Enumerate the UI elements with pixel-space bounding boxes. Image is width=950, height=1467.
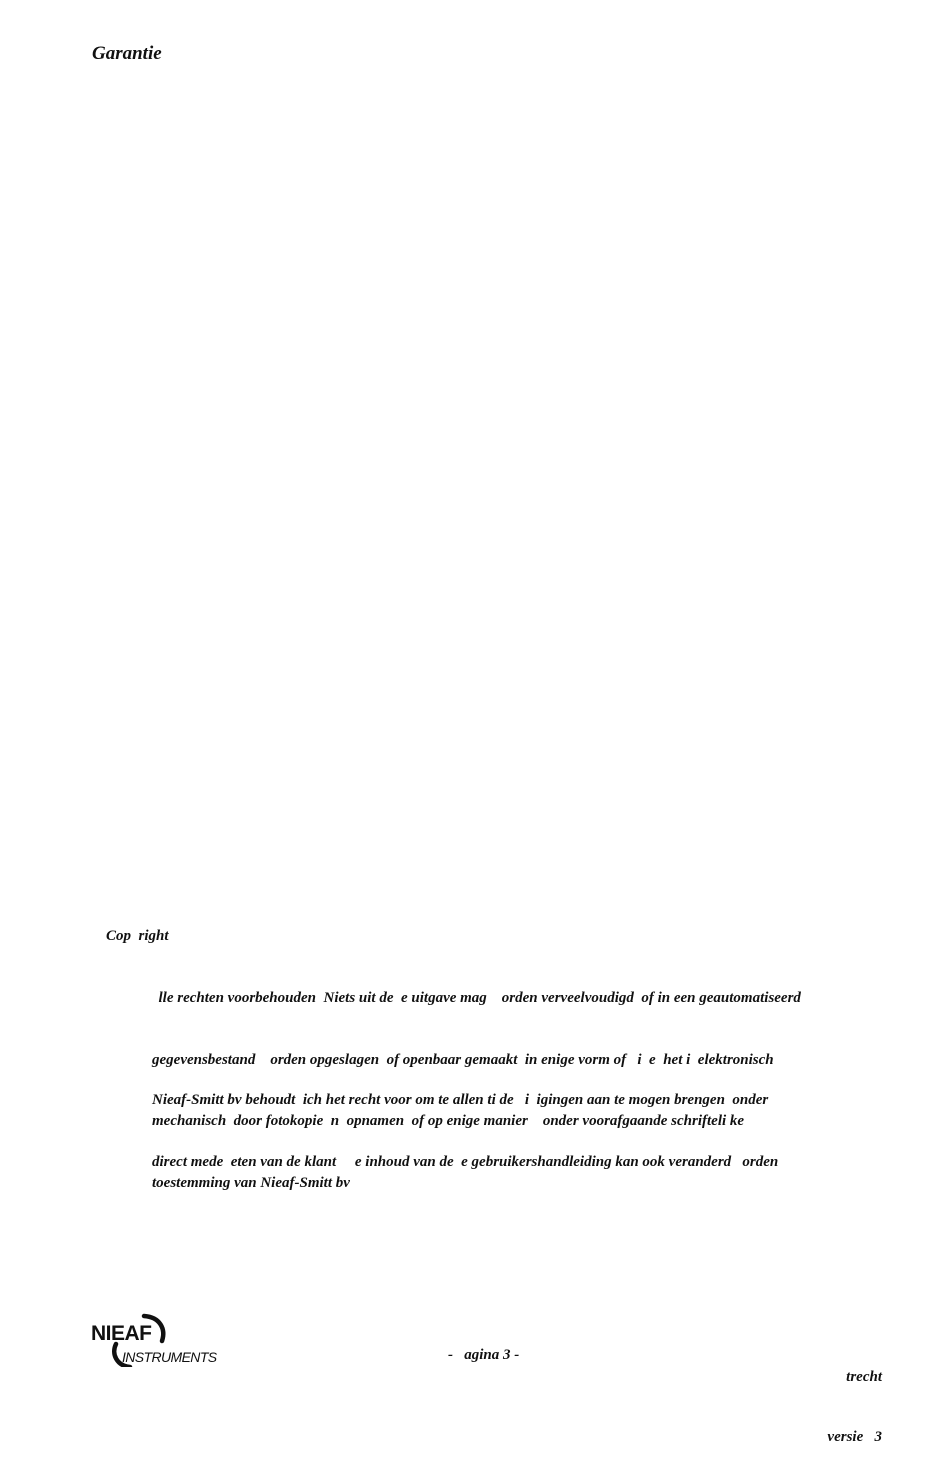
paragraph-line: mechanisch door fotokopie n opnamen of op enige manier onder voorafgaande schrifteli ke [152, 1113, 745, 1129]
paragraph-line: gegevensbestand orden opgeslagen of openbaar gemaakt in enige vorm of i e het i elektronisch [152, 1051, 774, 1068]
footer-location: trecht [846, 1369, 882, 1385]
page-number: - agina 3 - [448, 1347, 520, 1363]
copyright-title: Cop right [106, 928, 169, 944]
paragraph-line: toestemming van Nieaf-Smitt bv [152, 1174, 350, 1191]
nieaf-logo [90, 1311, 225, 1367]
copyright-paragraph-changes [152, 1049, 778, 1213]
footer-version: versie 3 [827, 1429, 882, 1445]
paragraph-line: direct mede eten van de klant e inhoud van de e gebruikershandleiding kan ook veranderd orden [152, 1153, 779, 1170]
logo-brand-text: NIEAF [91, 1322, 152, 1345]
paragraph-line: Nieaf-Smitt bv behoudt ich het recht voor om te allen ti de i igingen aan te mogen brengen onder [152, 1092, 769, 1108]
logo-sub-text: INSTRUMENTS [122, 1349, 217, 1365]
paragraph-line: lle rechten voorbehouden Niets uit de e uitgave mag orden verveelvoudigd of in een geautomatiseerd [151, 990, 801, 1006]
footer-right-info [827, 1327, 882, 1467]
page-heading: Garantie [92, 43, 162, 64]
